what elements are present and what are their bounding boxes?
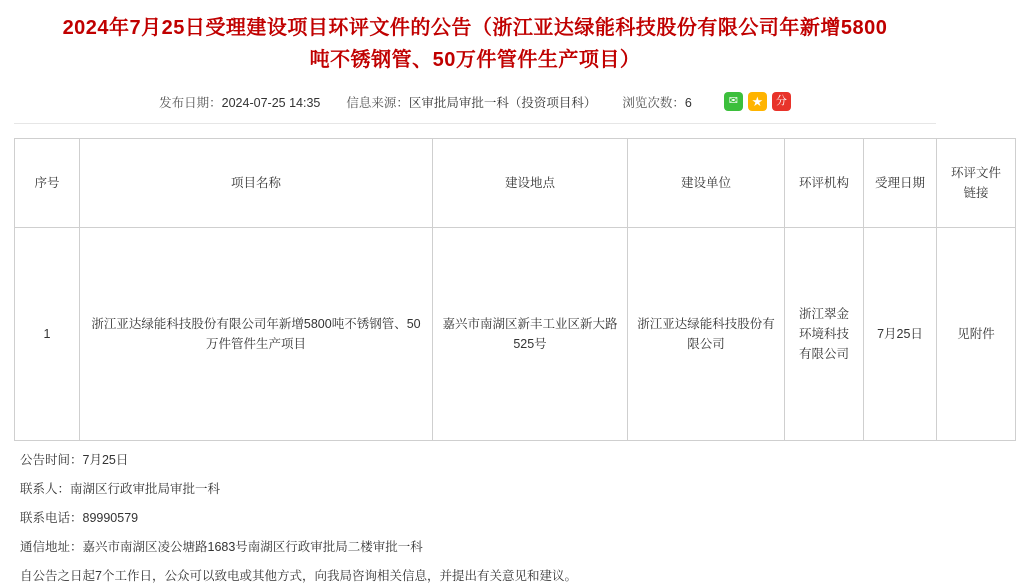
table-body	[15, 228, 1016, 441]
th-location: 建设地点	[433, 139, 628, 228]
cell-location: 嘉兴市南湖区新丰工业区新大路525号	[433, 228, 628, 441]
publish-date-label: 发布日期：	[159, 95, 222, 110]
footer-line-contact-person: 联系人：南湖区行政审批局审批一科	[20, 482, 221, 496]
table-row	[15, 228, 1016, 441]
projects-table-wrapper	[0, 124, 1001, 441]
share-icon[interactable]: 分	[772, 92, 791, 111]
th-seq-label: 序号	[34, 176, 60, 190]
cell-unit: 浙江亚达绿能科技股份有限公司	[628, 228, 785, 441]
footer-line-announce-time: 公告时间：7月25日	[20, 453, 129, 467]
cell-project-name: 浙江亚达绿能科技股份有限公司年新增5800吨不锈钢管、50万件管件生产项目	[80, 228, 433, 441]
publish-date-value: 2024-07-25 14:35	[221, 95, 321, 110]
table-head	[15, 139, 1016, 228]
article-meta	[0, 82, 950, 123]
cell-accept-date: 7月25日	[864, 228, 937, 441]
th-org: 环评机构	[785, 139, 864, 228]
view-count-value: 6	[684, 95, 692, 110]
source	[346, 93, 596, 111]
share-icon-group	[724, 92, 791, 111]
favorite-star-icon[interactable]: ★	[748, 92, 767, 111]
footer-line-address: 通信地址：嘉兴市南湖区凌公塘路1683号南湖区行政审批局二楼审批一科	[20, 540, 423, 554]
footer-line-contact-phone: 联系电话：89990579	[20, 511, 139, 525]
th-seq	[15, 139, 80, 228]
view-count	[622, 93, 691, 111]
cell-seq: 1	[15, 228, 80, 441]
page-title: 2024年7月25日受理建设项目环评文件的公告（浙江亚达绿能科技股份有限公司年新增5800吨不锈钢管、50万件管件生产项目）	[62, 17, 888, 71]
th-file-link: 环评文件链接	[937, 139, 1016, 228]
wechat-icon[interactable]: ✉	[724, 92, 743, 111]
source-value: 区审批局审批一科（投资项目科）	[408, 95, 597, 110]
projects-table	[14, 138, 1016, 441]
th-project-name: 项目名称	[80, 139, 433, 228]
cell-file-link[interactable]: 见附件	[937, 228, 1016, 441]
announcement-footer	[0, 441, 950, 585]
th-accept-date: 受理日期	[864, 139, 937, 228]
footer-line-notice: 自公告之日起7个工作日，公众可以致电或其他方式，向我局咨询相关信息，并提出有关意见和建议。	[20, 569, 577, 583]
table-header-row	[15, 139, 1016, 228]
publish-date	[159, 93, 320, 111]
view-count-label: 浏览次数：	[622, 95, 685, 110]
source-label: 信息来源：	[346, 95, 409, 110]
th-unit: 建设单位	[628, 139, 785, 228]
cell-org: 浙江翠金环境科技有限公司	[785, 228, 864, 441]
